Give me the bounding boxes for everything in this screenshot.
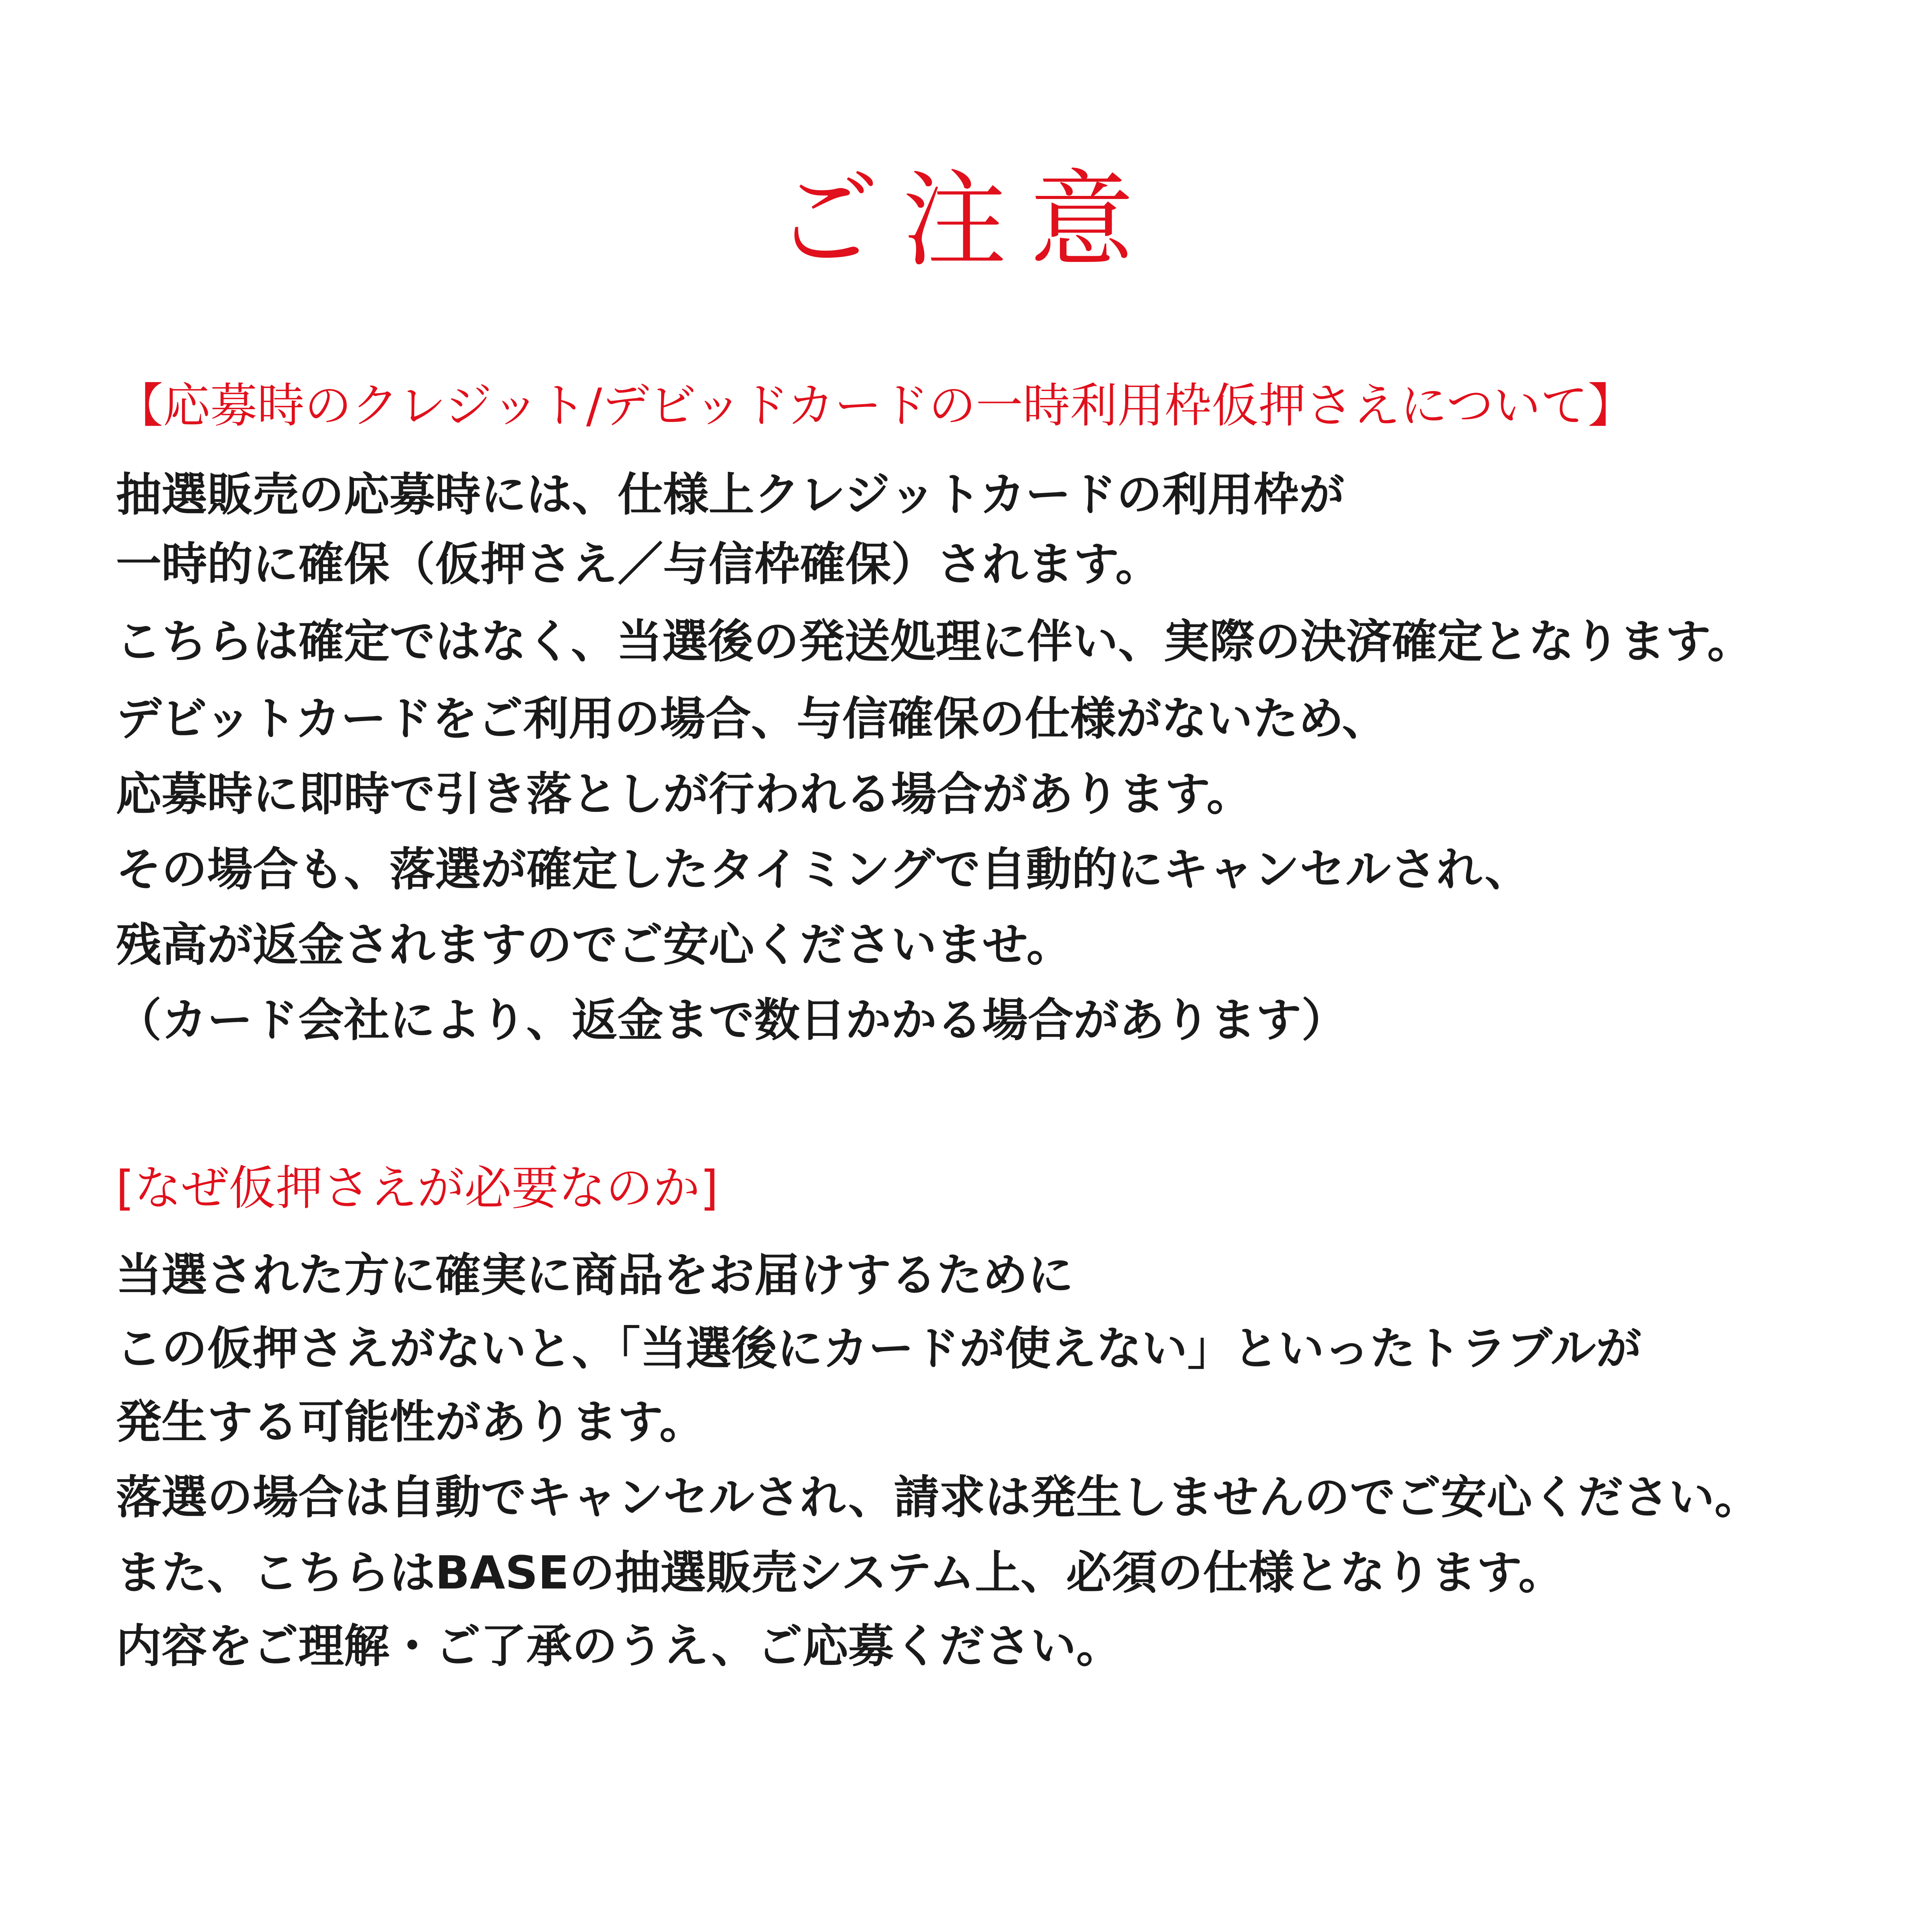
notice-line: 当選された方に確実に商品をお届けするために bbox=[116, 1248, 1074, 1302]
notice-line: デビットカードをご利用の場合、与信確保の仕様がないため、 bbox=[116, 692, 1388, 745]
notice-line: 落選の場合は自動でキャンセルされ、請求は発生しませんのでご安心ください。 bbox=[116, 1471, 1760, 1524]
notice-line: （カード会社により、返金まで数日かかる場合があります） bbox=[116, 993, 1347, 1047]
notice-line: 応募時に即時で引き落としが行われる場合があります。 bbox=[116, 767, 1252, 821]
notice-line: また、こちらはBASEの抽選販売システム上、必須の仕様となります。 bbox=[116, 1546, 1564, 1599]
section-heading-why-hold: [なぜ仮押さえが必要なのか] bbox=[116, 1161, 719, 1216]
notice-line: 内容をご理解・ご了承のうえ、ご応募ください。 bbox=[116, 1619, 1122, 1673]
notice-line: 抽選販売の応募時には、仕様上クレジットカードの利用枠が bbox=[116, 468, 1345, 521]
section-heading-card-hold: 【応募時のクレジット/デビッドカードの一時利用枠仮押さえについて】 bbox=[116, 378, 1635, 433]
page-title: ご注意 bbox=[775, 159, 1157, 281]
notice-line: こちらは確定ではなく、当選後の発送処理に伴い、実際の決済確定となります。 bbox=[116, 615, 1753, 668]
notice-line: この仮押さえがないと、「当選後にカードが使えない」といったトラブルが bbox=[116, 1322, 1642, 1375]
notice-line: 発生する可能性があります。 bbox=[116, 1395, 705, 1449]
notice-line: その場合も、落選が確定したタイミングで自動的にキャンセルされ、 bbox=[116, 843, 1531, 896]
notice-line: 一時的に確保（仮押さえ／与信枠確保）されます。 bbox=[116, 537, 1161, 591]
notice-line: 残高が返金されますのでご安心くださいませ。 bbox=[116, 918, 1072, 971]
